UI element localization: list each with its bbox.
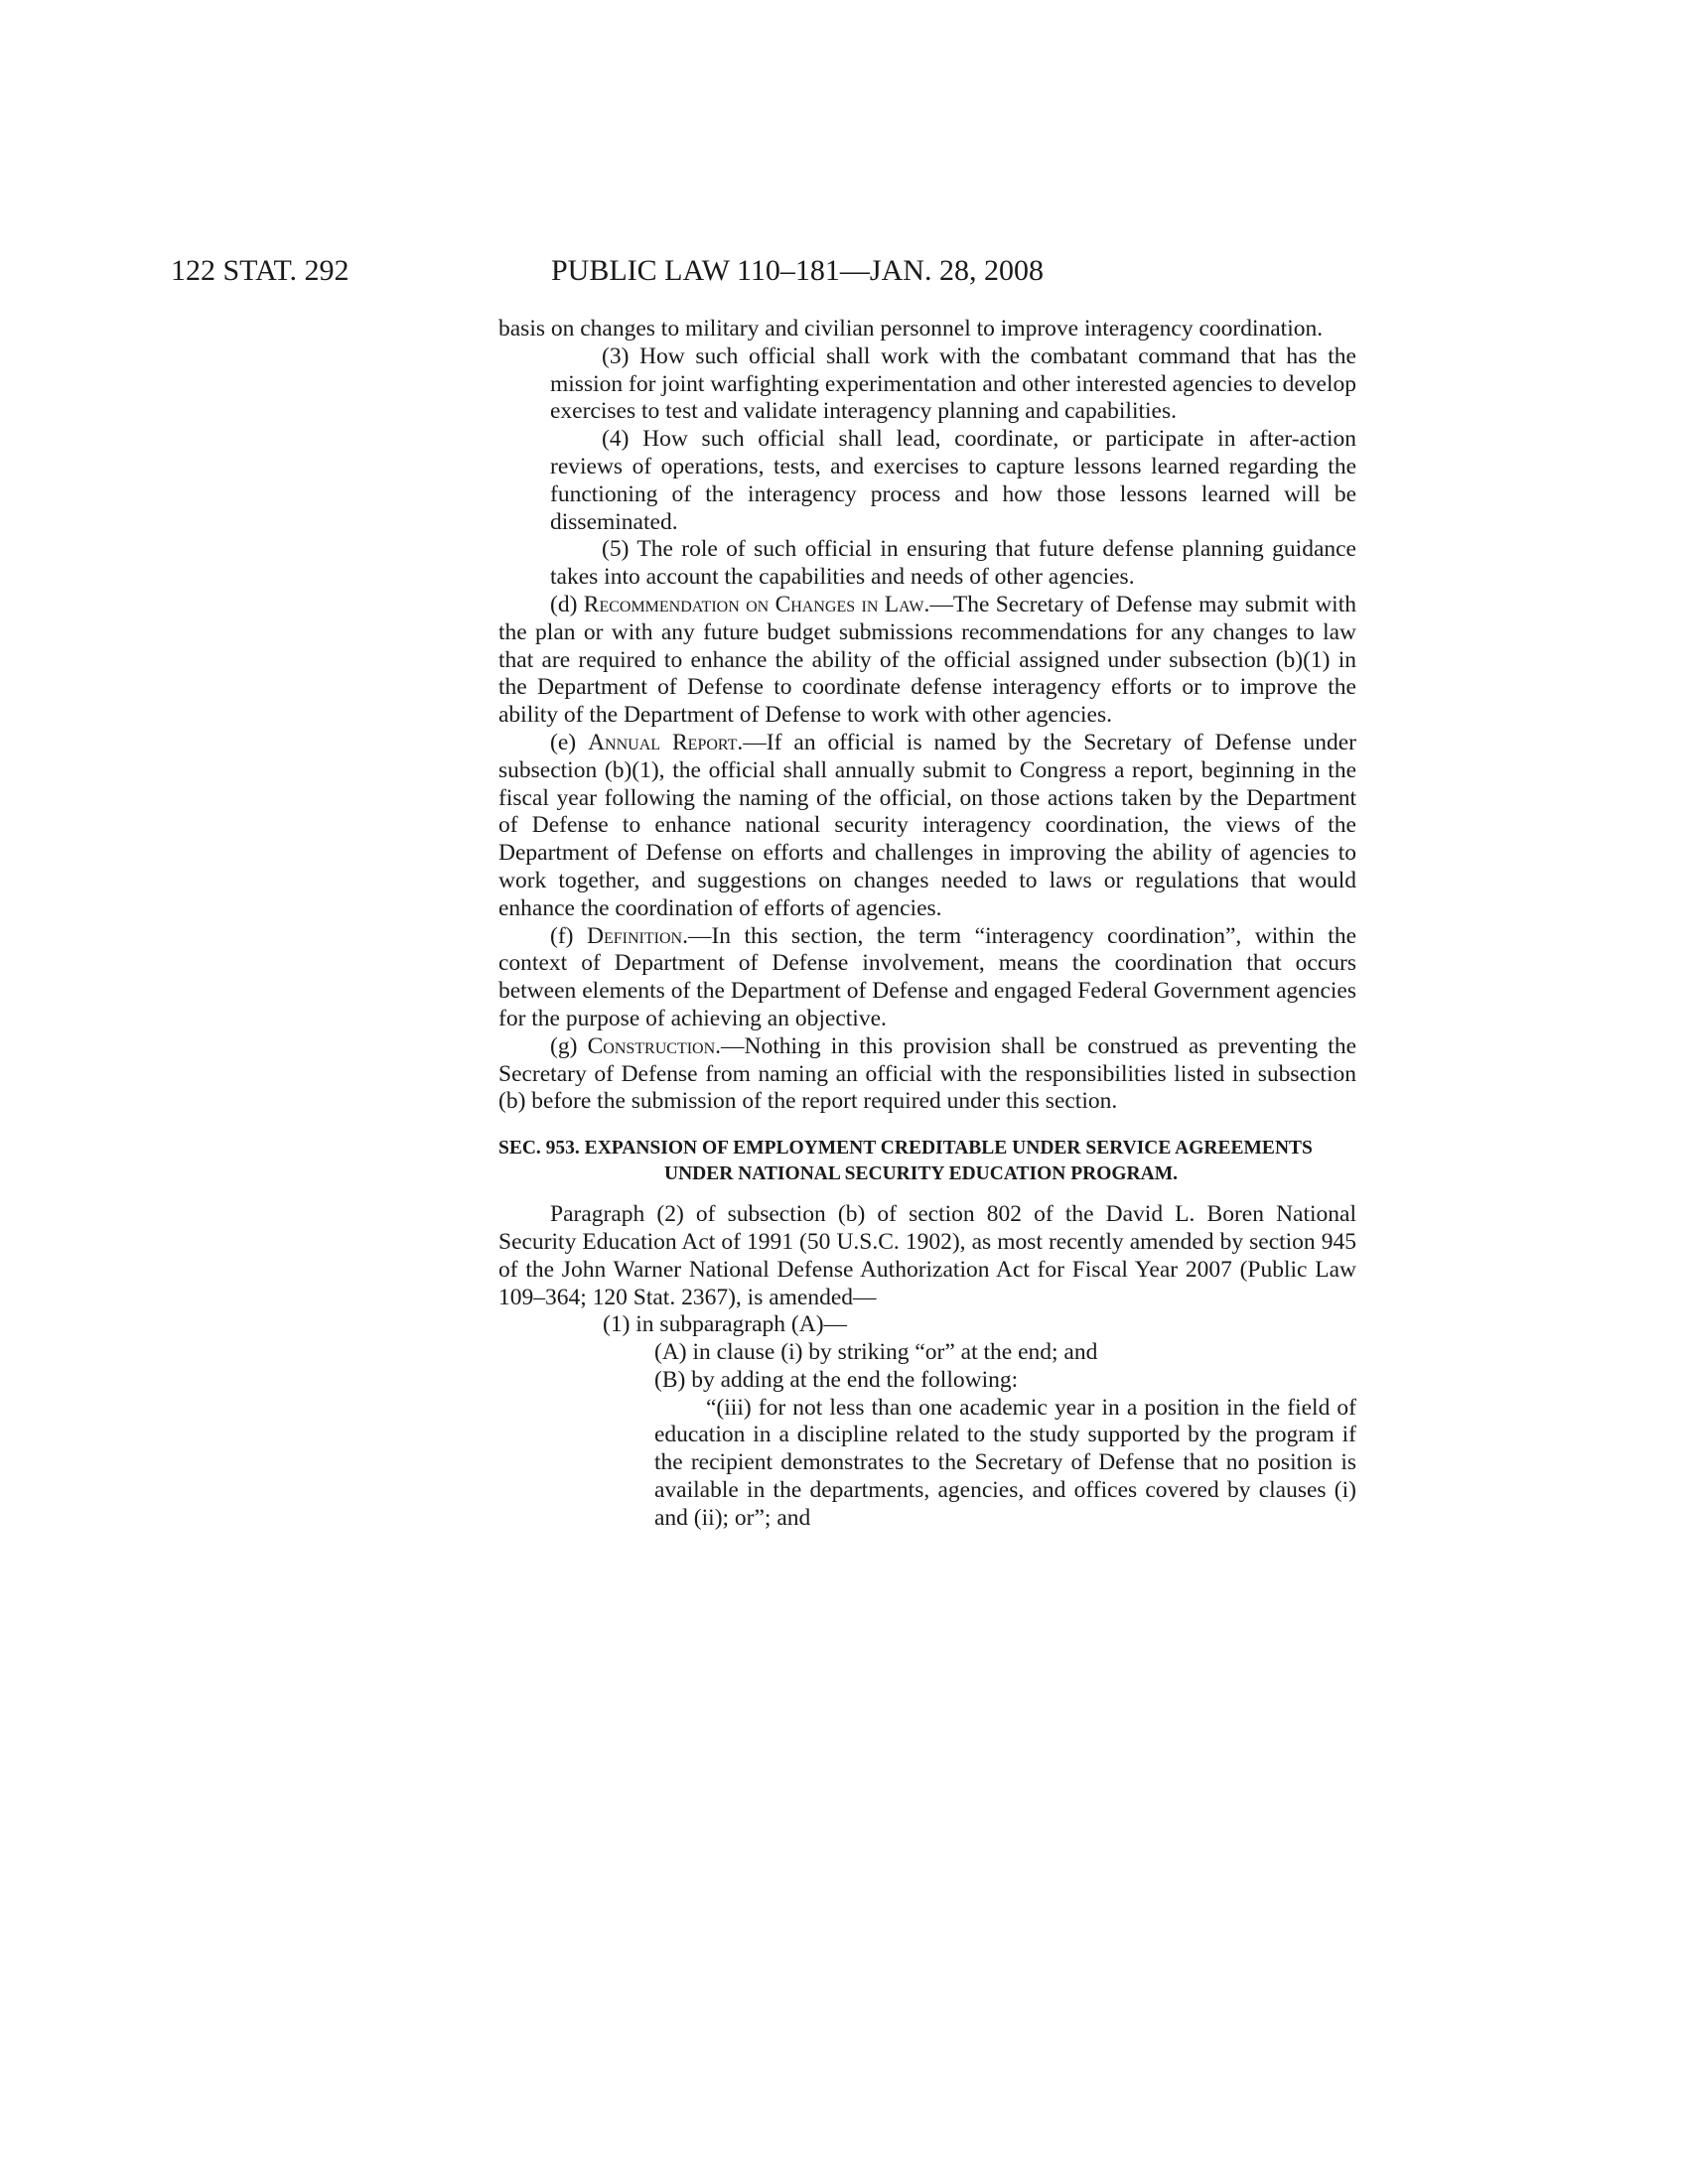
subsection-f-label: (f)	[550, 922, 587, 949]
section-953-intro: Paragraph (2) of subsection (b) of section 802 of the David L. Boren National Security Education Act of 1991 (50 U.S.C. 1902), as most recently amended by section 945 of the John Warner National Defense Authorization Act for Fiscal Year 2007 (Public Law 109–364; 120 Stat. 2367), is amended—	[498, 1201, 1356, 1310]
quoted-clause-iii: “(iii) for not less than one academic year in a position in the field of education in a discipline related to the study supported by the program if the recipient demonstrates to the Secretary of Defense that no position is available in the departments, agencies, and offices covered by clauses (i) and (ii); or”; and	[654, 1394, 1356, 1531]
subsection-e-heading: Annual Report	[588, 729, 738, 755]
statute-page-number: 122 STAT. 292	[171, 254, 350, 287]
subsection-d-heading: Recommendation on Changes in Law	[583, 591, 924, 617]
subsection-g-label: (g)	[550, 1032, 588, 1059]
subsection-g-heading: Construction	[587, 1032, 716, 1059]
paragraph-3: (3) How such official shall work with the combatant command that has the mission for joint warfighting experimentation and other interested agencies to develop exercises to test and validate interagency planning and capabilities.	[550, 342, 1356, 425]
page-header	[0, 251, 1688, 291]
item-1: (1) in subparagraph (A)—	[603, 1311, 848, 1338]
subsection-e-label: (e)	[550, 729, 589, 755]
item-a: (A) in clause (i) by striking “or” at the end; and	[654, 1339, 1098, 1366]
continued-paragraph: basis on changes to military and civilian personnel to improve interagency coordination.	[498, 316, 1324, 341]
subsection-d	[498, 592, 1356, 730]
subsection-f-text: .—In this section, the term “interagency coordination”, within the context of Department of Defense involvement, means the coordination that occurs between elements of the Department of Defense and engaged Federal Government agencies for the purpose of achieving an objective.	[498, 922, 1357, 1031]
subsection-g-text: .—Nothing in this provision shall be construed as preventing the Secretary of Defense from naming an official with the responsibilities listed in subsection (b) before the submission of the report required under this section.	[498, 1032, 1356, 1115]
public-law-running-head: PUBLIC LAW 110–181—JAN. 28, 2008	[551, 254, 1044, 287]
document-body	[498, 316, 1356, 1533]
item-b: (B) by adding at the end the following:	[654, 1366, 1019, 1393]
paragraph-4: (4) How such official shall lead, coordinate, or participate in after-action reviews of operations, tests, and exercises to capture lessons learned regarding the functioning of the interagency process and how those lessons learned will be disseminated.	[550, 426, 1356, 535]
subsection-f	[498, 923, 1356, 1033]
subsection-e	[498, 730, 1356, 923]
subsection-g	[498, 1033, 1356, 1116]
subsection-d-label: (d)	[550, 591, 584, 617]
subsection-d-text: .—The Secretary of Defense may submit with the plan or with any future budget submissions recommendations for any changes to law that are required to enhance the ability of the official assigned under subsection (b)(1) in the Department of Defense to coordinate defense interagency efforts or to improve the ability of the Department of Defense to work with other agencies.	[498, 591, 1356, 729]
section-953-heading: SEC. 953. EXPANSION OF EMPLOYMENT CREDITABLE UNDER SERVICE AGREEMENTS UNDER NATIONAL SECURITY EDUCATION PROGRAM.	[498, 1138, 1313, 1185]
subsection-e-text: .—If an official is named by the Secretary of Defense under subsection (b)(1), the official shall annually submit to Congress a report, beginning in the fiscal year following the naming of the official, on those actions taken by the Department of Defense to enhance national security interagency coordination, the views of the Department of Defense on efforts and challenges in improving the ability of agencies to work together, and suggestions on changes needed to laws or regulations that would enhance the coordination of efforts of agencies.	[498, 729, 1356, 921]
subsection-f-heading: Definition	[586, 922, 683, 949]
paragraph-5: (5) The role of such official in ensuring that future defense planning guidance takes into account the capabilities and needs of other agencies.	[550, 536, 1356, 591]
